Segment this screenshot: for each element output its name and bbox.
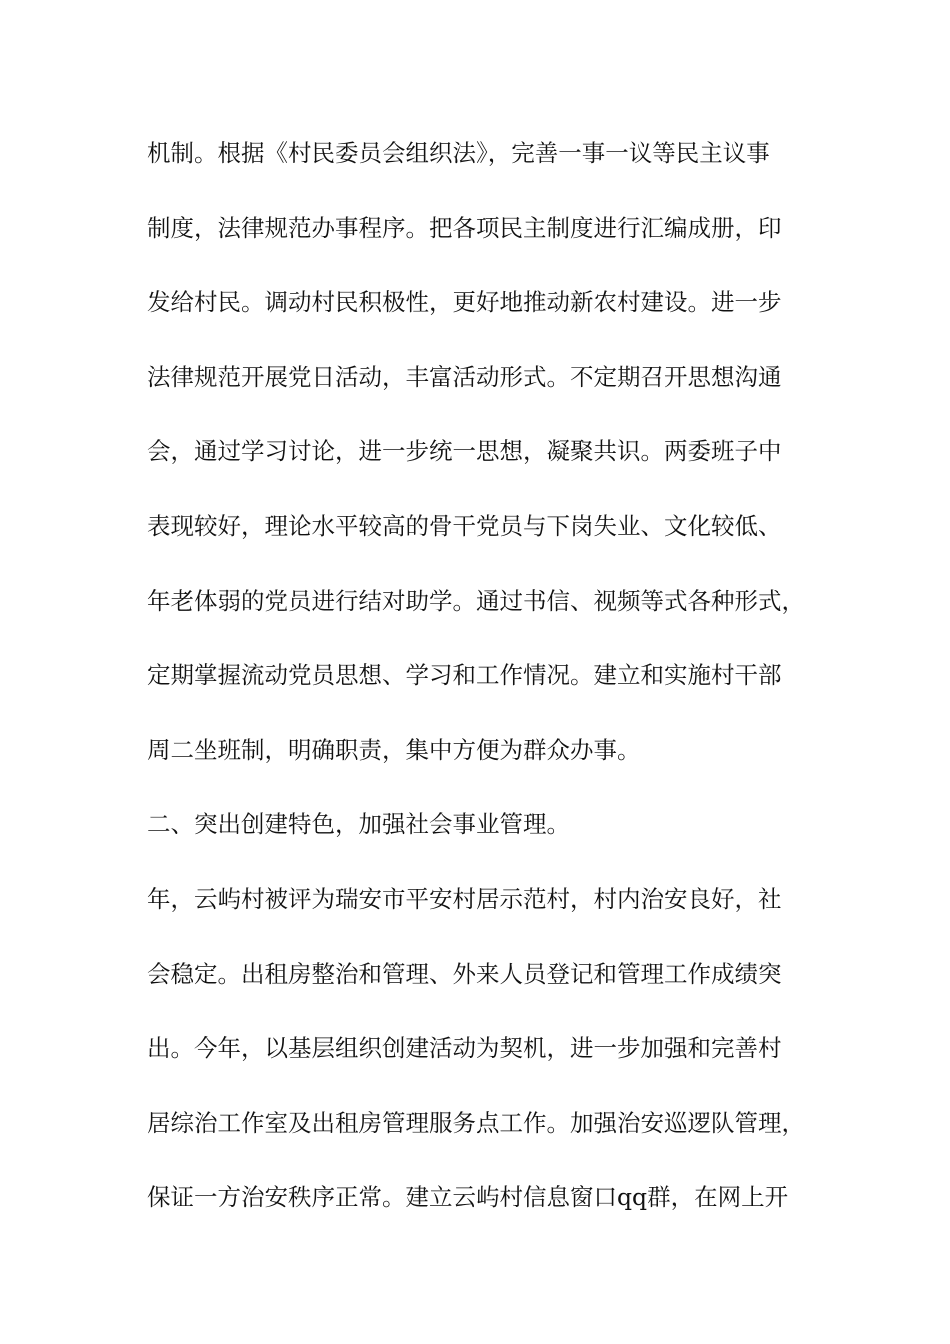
text-line: 定期掌握流动党员思想、学习和工作情况。建立和实施村干部 <box>147 661 782 690</box>
text-line: 周二坐班制，明确职责，集中方便为群众办事。 <box>147 735 641 764</box>
body-text <box>147 130 837 1249</box>
text-line: 居综治工作室及出租房管理服务点工作。加强治安巡逻队管理， <box>147 1108 805 1137</box>
text-line: 表现较好，理论水平较高的骨干党员与下岗失业、文化较低、 <box>147 511 782 540</box>
text-line: 会，通过学习讨论，进一步统一思想，凝聚共识。两委班子中 <box>147 437 782 466</box>
text-line: 发给村民。调动村民积极性，更好地推动新农村建设。进一步 <box>147 288 782 317</box>
section-heading: 二、突出创建特色，加强社会事业管理。 <box>147 810 570 839</box>
text-line: 制度，法律规范办事程序。把各项民主制度进行汇编成册，印 <box>147 213 782 242</box>
text-line: 年，云屿村被评为瑞安市平安村居示范村，村内治安良好，社 <box>147 884 782 913</box>
text-line: 出。今年，以基层组织创建活动为契机，进一步加强和完善村 <box>147 1034 782 1063</box>
text-line: 机制。根据《村民委员会组织法》，完善一事一议等民主议事 <box>147 139 770 167</box>
text-line: 保证一方治安秩序正常。建立云屿村信息窗口qq群，在网上开 <box>147 1183 789 1212</box>
text-line: 年老体弱的党员进行结对助学。通过书信、视频等式各种形式， <box>147 586 805 615</box>
text-line: 法律规范开展党日活动，丰富活动形式。不定期召开思想沟通 <box>147 362 782 391</box>
text-line: 会稳定。出租房整治和管理、外来人员登记和管理工作成绩突 <box>147 959 782 988</box>
